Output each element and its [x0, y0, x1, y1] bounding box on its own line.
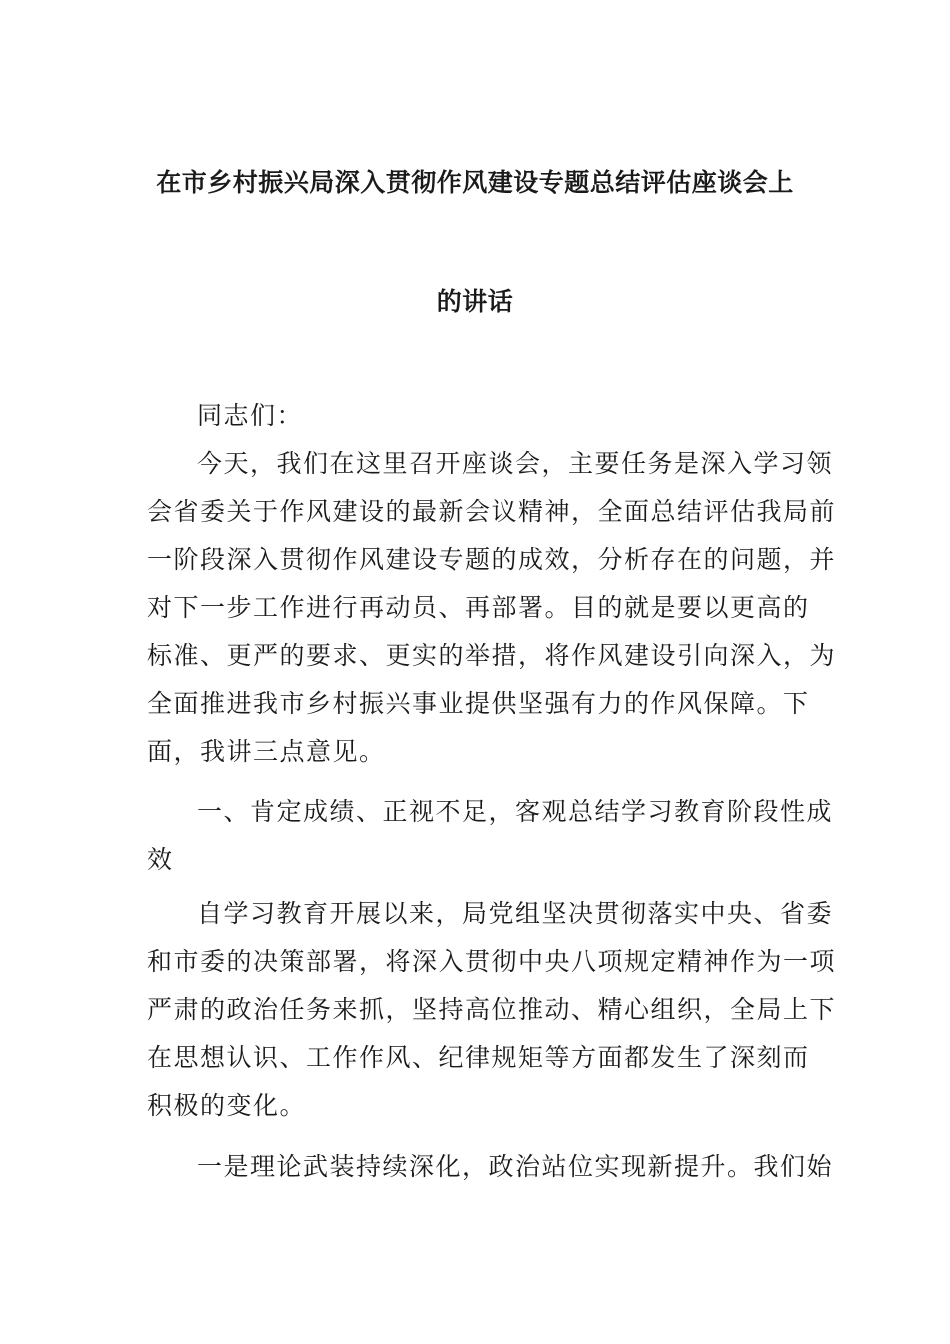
section-heading-1 — [147, 788, 834, 884]
paragraph-line: 会省委关于作风建设的最新会议精神，全面总结评估我局前 — [147, 497, 837, 526]
paragraph-line: 对下一步工作进行再动员、再部署。目的就是要以更高的 — [147, 593, 810, 622]
paragraph-line: 一是理论武装持续深化，政治站位实现新提升。我们始 — [197, 1152, 834, 1181]
paragraph-line: 严肃的政治任务来抓，坚持高位推动、精心组织，全局上下 — [147, 995, 837, 1024]
paragraph-line: 自学习教育开展以来，局党组坚决贯彻落实中央、省委 — [197, 899, 834, 928]
paragraph-line: 在思想认识、工作作风、纪律规矩等方面都发生了深刻而 — [147, 1043, 810, 1072]
paragraph-achievements — [147, 890, 837, 1130]
document-title-line-2: 的讲话 — [436, 287, 514, 316]
paragraph-line: 面，我讲三点意见。 — [147, 737, 386, 766]
document-title-line-1: 在市乡村振兴局深入贯彻作风建设专题总结评估座谈会上 — [156, 168, 794, 197]
paragraph-line: 和市委的决策部署，将深入贯彻中央八项规定精神作为一项 — [147, 947, 837, 976]
paragraph-line: 积极的变化。 — [147, 1091, 307, 1120]
salutation: 同志们： — [197, 401, 304, 430]
paragraph-line: 标准、更严的要求、更实的举措，将作风建设引向深入，为 — [147, 641, 837, 670]
paragraph-line: 今天，我们在这里召开座谈会，主要任务是深入学习领 — [197, 449, 834, 478]
paragraph-line: 一阶段深入贯彻作风建设专题的成效，分析存在的问题，并 — [147, 545, 837, 574]
heading-line: 一、肯定成绩、正视不足，客观总结学习教育阶段性成 — [197, 797, 834, 826]
paragraph-line: 全面推进我市乡村振兴事业提供坚强有力的作风保障。下 — [147, 689, 810, 718]
heading-line: 效 — [147, 845, 174, 874]
paragraph-intro — [147, 440, 837, 776]
paragraph-point-one — [147, 1143, 834, 1191]
